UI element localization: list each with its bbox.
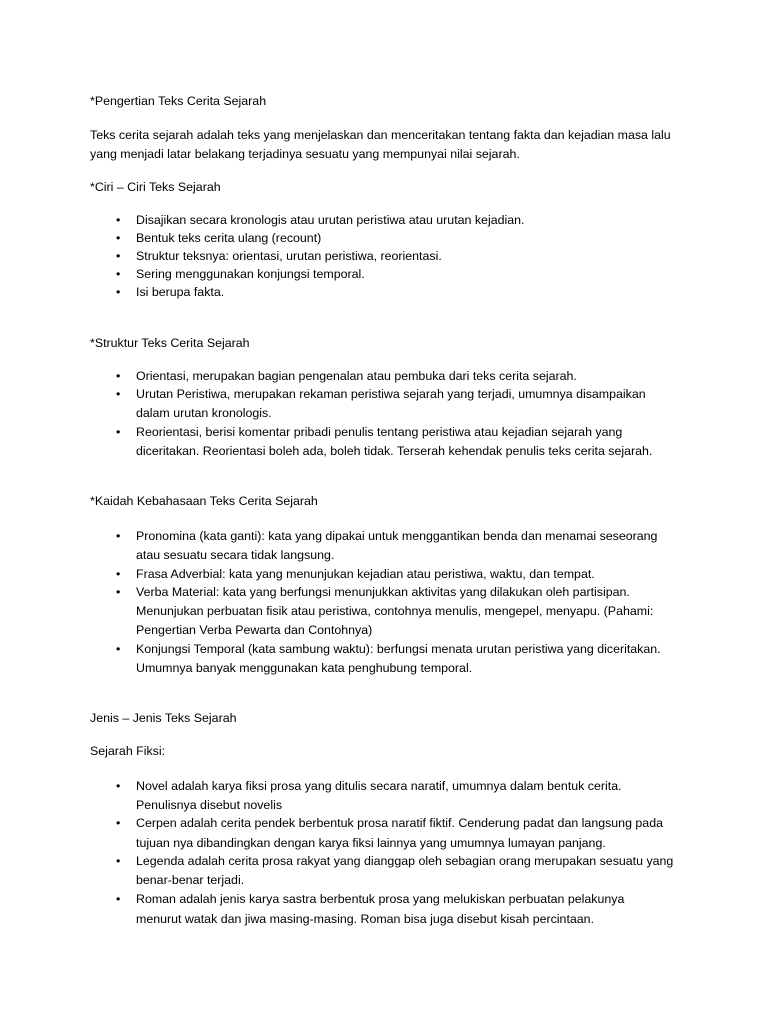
bullet-icon: •	[116, 642, 121, 656]
heading-ciri: *Ciri – Ciri Teks Sejarah	[90, 180, 221, 194]
heading-fiksi: Sejarah Fiksi:	[90, 744, 166, 758]
list-item-continuation: menurut watak dan jiwa masing-masing. Roman bisa juga disebut kisah percintaan.	[136, 912, 595, 926]
bullet-icon: •	[116, 816, 121, 830]
bullet-icon: •	[116, 267, 121, 281]
bullet-icon: •	[116, 567, 121, 581]
list-item-continuation: Menunjukan perbuatan fisik atau peristiwa, contohnya menulis, mengepel, menyapu. (Pahami:	[136, 604, 654, 618]
heading-pengertian: *Pengertian Teks Cerita Sejarah	[90, 94, 267, 108]
list-item: Urutan Peristiwa, merupakan rekaman peristiwa sejarah yang terjadi, umumnya disampaikan	[136, 387, 646, 401]
heading-kaidah: *Kaidah Kebahasaan Teks Cerita Sejarah	[90, 494, 318, 508]
paragraph-line: yang menjadi latar belakang terjadinya sesuatu yang mempunyai nilai sejarah.	[90, 147, 520, 161]
list-item: Pronomina (kata ganti): kata yang dipakai untuk menggantikan benda dan menamai seseorang	[136, 529, 658, 543]
list-item: Disajikan secara kronologis atau urutan peristiwa atau urutan kejadian.	[136, 213, 525, 227]
list-item: Bentuk teks cerita ulang (recount)	[136, 231, 322, 245]
heading-struktur: *Struktur Teks Cerita Sejarah	[90, 336, 250, 350]
bullet-icon: •	[116, 529, 121, 543]
list-item: Legenda adalah cerita prosa rakyat yang dianggap oleh sebagian orang merupakan sesuatu yang	[136, 854, 674, 868]
list-item: Isi berupa fakta.	[136, 285, 225, 299]
list-item: Frasa Adverbial: kata yang menunjukan kejadian atau peristiwa, waktu, dan tempat.	[136, 567, 595, 581]
list-item: Orientasi, merupakan bagian pengenalan atau pembuka dari teks cerita sejarah.	[136, 369, 577, 383]
list-item: Roman adalah jenis karya sastra berbentuk prosa yang melukiskan perbuatan pelakunya	[136, 892, 625, 906]
paragraph-line: Teks cerita sejarah adalah teks yang menjelaskan dan menceritakan tentang fakta dan kejadian masa lalu	[90, 128, 671, 142]
list-item-continuation: dalam urutan kronologis.	[136, 406, 272, 420]
bullet-icon: •	[116, 249, 121, 263]
list-item-continuation: atau sesuatu secara tidak langsung.	[136, 548, 335, 562]
list-item-continuation: benar-benar terjadi.	[136, 873, 245, 887]
list-item: Sering menggunakan konjungsi temporal.	[136, 267, 365, 281]
bullet-icon: •	[116, 231, 121, 245]
bullet-icon: •	[116, 285, 121, 299]
bullet-icon: •	[116, 213, 121, 227]
list-item: Cerpen adalah cerita pendek berbentuk prosa naratif fiktif. Cenderung padat dan langsung pada	[136, 816, 663, 830]
list-item-continuation: Umumnya banyak menggunakan kata penghubung temporal.	[136, 661, 473, 675]
bullet-icon: •	[116, 425, 121, 439]
list-item: Novel adalah karya fiksi prosa yang ditulis secara naratif, umumnya dalam bentuk cerita.	[136, 779, 622, 793]
list-item: Verba Material: kata yang berfungsi menunjukkan aktivitas yang dilakukan oleh partisipan.	[136, 585, 630, 599]
list-item-continuation: diceritakan. Reorientasi boleh ada, boleh tidak. Terserah kehendak penulis teks cerita sejarah.	[136, 444, 653, 458]
bullet-icon: •	[116, 369, 121, 383]
list-item: Konjungsi Temporal (kata sambung waktu): berfungsi menata urutan peristiwa yang diceritakan.	[136, 642, 661, 656]
list-item-continuation: Pengertian Verba Pewarta dan Contohnya)	[136, 623, 373, 637]
list-item-continuation: tujuan nya dibandingkan dengan karya fiksi lainnya yang umumnya lumayan panjang.	[136, 836, 606, 850]
list-item: Struktur teksnya: orientasi, urutan peristiwa, reorientasi.	[136, 249, 442, 263]
heading-jenis: Jenis – Jenis Teks Sejarah	[90, 711, 237, 725]
list-item: Reorientasi, berisi komentar pribadi penulis tentang peristiwa atau kejadian sejarah yang	[136, 425, 623, 439]
bullet-icon: •	[116, 779, 121, 793]
bullet-icon: •	[116, 892, 121, 906]
bullet-icon: •	[116, 854, 121, 868]
bullet-icon: •	[116, 585, 121, 599]
list-item-continuation: Penulisnya disebut novelis	[136, 798, 283, 812]
bullet-icon: •	[116, 387, 121, 401]
